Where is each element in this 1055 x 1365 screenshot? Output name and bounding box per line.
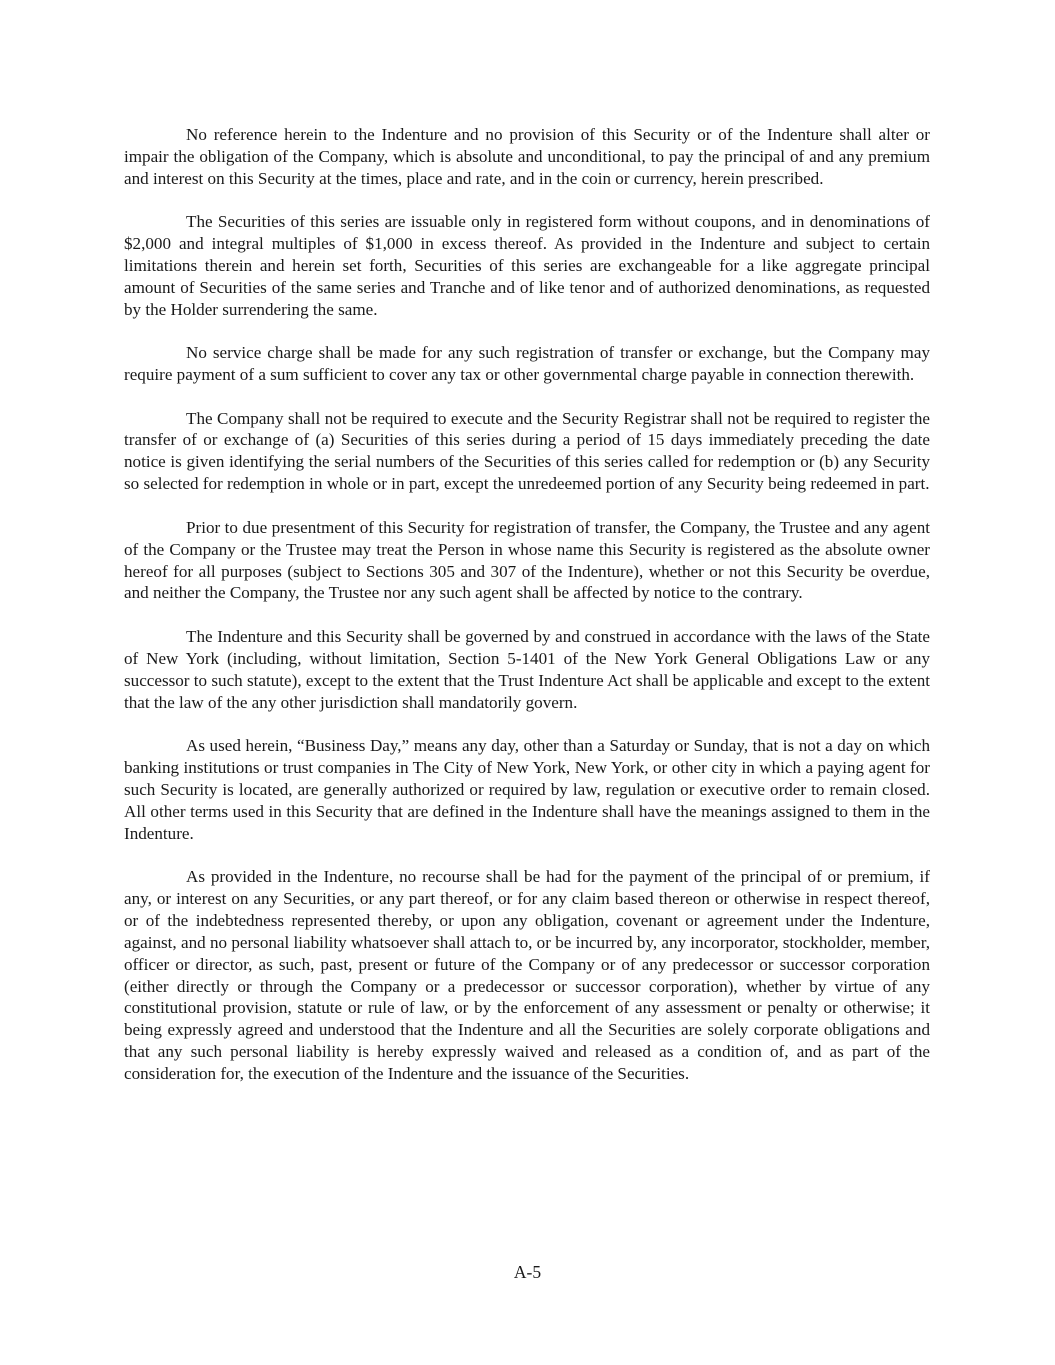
page-number: A-5 (513, 1262, 542, 1282)
paragraph-no-reference: No reference herein to the Indenture and no provision of this Security or of the Indenture shall alter or impair the obligation of the Company, which is absolute and unconditional, to pay the principal of and any premium and interest on this Security at the times, place and rate, and in the coin or currency, herein prescribed. (124, 125, 930, 188)
paragraph-service-charge: No service charge shall be made for any such registration of transfer or exchange, but the Company may require payment of a sum sufficient to cover any tax or other governmental charge payable in connection therewith. (124, 343, 930, 385)
paragraph-registration-transfer: The Company shall not be required to execute and the Security Registrar shall not be required to register the transfer of or exchange of (a) Securities of this series during a period of 15 days immediately preceding the date notice is given identifying the serial numbers of the Securities of this series called for redemption or (b) any Security so selected for redemption in whole or in part, except the unredeemed portion of any Security being redeemed in part. (124, 408, 930, 494)
paragraph-business-day: As used herein, “Business Day,” means any day, other than a Saturday or Sunday, that is not a day on which banking institutions or trust companies in The City of New York, New York, or other city in which a paying agent for such Security is located, are generally authorized or required by law, regulation or executive order to remain closed. All other terms used in this Security that are defined in the Indenture shall have the meanings assigned to them in the Indenture. (124, 735, 930, 843)
paragraph-no-recourse: As provided in the Indenture, no recourse shall be had for the payment of the principal of or premium, if any, or interest on any Securities, or any part thereof, or for any claim based thereon or otherwise in respect thereof, or of the indebtedness represented thereby, or upon any obligation, covenant or agreement under the Indenture, against, and no personal liability whatsoever shall attach to, or be incurred by, any incorporator, stockholder, member, officer or director, as such, past, present or future of the Company or of any predecessor or successor corporation (either directly or through the Company or a predecessor or successor corporation), whether by virtue of any constitutional provision, statute or rule of law, or by the enforcement of any assessment or penalty or otherwise; it being expressly agreed and understood that the Indenture and all the Securities are solely corporate obligations and that any such personal liability is hereby expressly waived and released as a condition of, and as part of the consideration for, the execution of the Indenture and the issuance of the Securities. (124, 866, 930, 1084)
paragraph-governing-law: The Indenture and this Security shall be governed by and construed in accordance with the laws of the State of New York (including, without limitation, Section 5-1401 of the New York General Obligations Law or any successor to such statute), except to the extent that the Trust Indenture Act shall be applicable and except to the extent that the law of the any other jurisdiction shall mandatorily govern. (124, 626, 930, 712)
document-body (124, 124, 930, 1107)
paragraph-presentment: Prior to due presentment of this Security for registration of transfer, the Company, the Trustee and any agent of the Company or the Trustee may treat the Person in whose name this Security is registered as the absolute owner hereof for all purposes (subject to Sections 305 and 307 of the Indenture), whether or not this Security be overdue, and neither the Company, the Trustee nor any such agent shall be affected by notice to the contrary. (124, 517, 930, 603)
paragraph-denominations: The Securities of this series are issuable only in registered form without coupons, and in denominations of $2,000 and integral multiples of $1,000 in excess thereof. As provided in the Indenture and subject to certain limitations therein and herein set forth, Securities of this series are exchangeable for a like aggregate principal amount of Securities of the same series and Tranche and of like tenor and of authorized denominations, as requested by the Holder surrendering the same. (124, 212, 930, 319)
